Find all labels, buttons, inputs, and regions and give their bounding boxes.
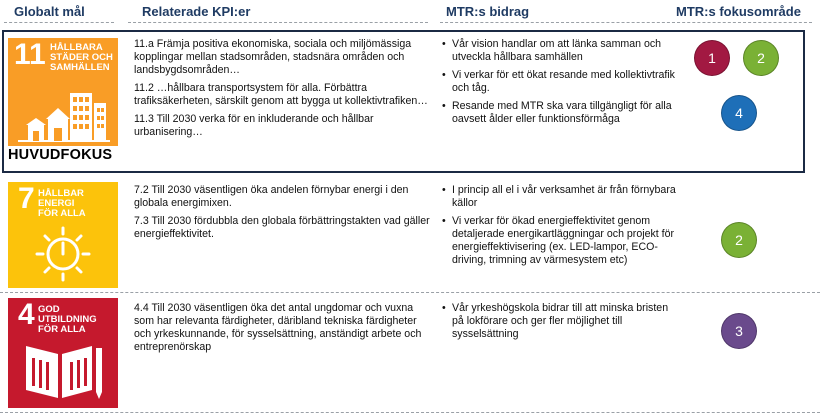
goal-7-tile	[8, 182, 118, 288]
header-globalt-mal: Globalt mål	[14, 4, 85, 19]
focus-area-circle: 2	[743, 40, 779, 76]
goal-title: HÅLLBARA STÄDER OCH SAMHÄLLEN	[50, 42, 113, 73]
contribution-list-goal-4	[442, 302, 682, 346]
huvudfokus-badge: HUVUDFOKUS	[8, 147, 113, 163]
focus-area-circle: 1	[694, 40, 730, 76]
goal-number: 7	[18, 182, 35, 215]
kpi-item: 11.a Främja positiva ekonomiska, sociala och miljömässiga kopplingar mellan stadsområden, stadsnära områden och landsbygdsområden…	[134, 38, 412, 76]
contribution-item: • Vår yrkeshögskola bidrar till att minska bristen på lokförare och ger fler möjlighet till sysselsättning	[442, 302, 682, 341]
focus-area-circle: 2	[721, 222, 757, 258]
header-mtr-bidrag: MTR:s bidrag	[446, 4, 530, 19]
focus-area-circle: 3	[721, 313, 757, 349]
kpi-item: 11.2 …hållbara transportsystem för alla. Förbättra trafiksäkerheten, särskilt genom att bygga ut kollektivtrafiken…	[134, 82, 428, 107]
contribution-item: • Vår vision handlar om att länka samman och utveckla hållbara samhällen	[442, 38, 682, 64]
kpi-item: 7.3 Till 2030 fördubbla den globala förbättringstakten vad gäller energieffektivitet.	[134, 215, 430, 240]
power-sun-icon	[8, 182, 118, 288]
goal-title: HÅLLBAR ENERGI FÖR ALLA	[38, 188, 86, 219]
header-divider	[672, 22, 812, 23]
goal-11-tile	[8, 38, 118, 146]
header-mtr-fokusomrade: MTR:s fokusområde	[676, 4, 801, 19]
header-divider	[4, 22, 114, 23]
contribution-list-goal-11	[442, 38, 682, 131]
header-divider	[440, 22, 680, 23]
row-separator	[0, 292, 820, 293]
contribution-item: • Vi verkar för ett ökat resande med kollektivtrafik och tåg.	[442, 69, 682, 95]
kpi-item: 11.3 Till 2030 verka för en inkluderande och hållbar urbanisering…	[134, 113, 374, 138]
goal-number: 4	[18, 298, 35, 331]
kpi-item: 4.4 Till 2030 väsentligen öka det antal ungdomar och vuxna som har relevanta färdigheter, däribland tekniska färdigheter och yrkeskunnande, för sysselsättning, anständigt arbete och entreprenörskap	[134, 302, 422, 353]
header-relaterade-kpi: Relaterade KPI:er	[142, 4, 251, 19]
goal-title: GOD UTBILDNING FÖR ALLA	[38, 304, 97, 335]
city-buildings-icon	[8, 38, 118, 146]
goal-number: 11	[14, 38, 46, 71]
header-divider	[128, 22, 428, 23]
contribution-list-goal-7	[442, 184, 682, 272]
focus-area-circle: 4	[721, 95, 757, 131]
contribution-item: • Resande med MTR ska vara tillgängligt för alla oavsett ålder eller funktionsförmåga	[442, 100, 682, 126]
kpi-item: 7.2 Till 2030 väsentligen öka andelen förnybar energi i den globala energimixen.	[134, 184, 409, 209]
book-pencil-icon	[8, 298, 118, 408]
kpi-list-goal-11	[134, 38, 432, 144]
row-separator	[0, 412, 820, 413]
contribution-item: • I princip all el i vår verksamhet är från förnybara källor	[442, 184, 682, 210]
goal-4-tile	[8, 298, 118, 408]
kpi-list-goal-4	[134, 302, 432, 359]
kpi-list-goal-7	[134, 184, 432, 246]
contribution-item: • Vi verkar för ökad energieffektivitet genom detaljerade energikartläggningar och projekt för energieffektivisering (ex. LED-lampor, ECO-driving, trimning av värmesystem etc)	[442, 215, 682, 267]
